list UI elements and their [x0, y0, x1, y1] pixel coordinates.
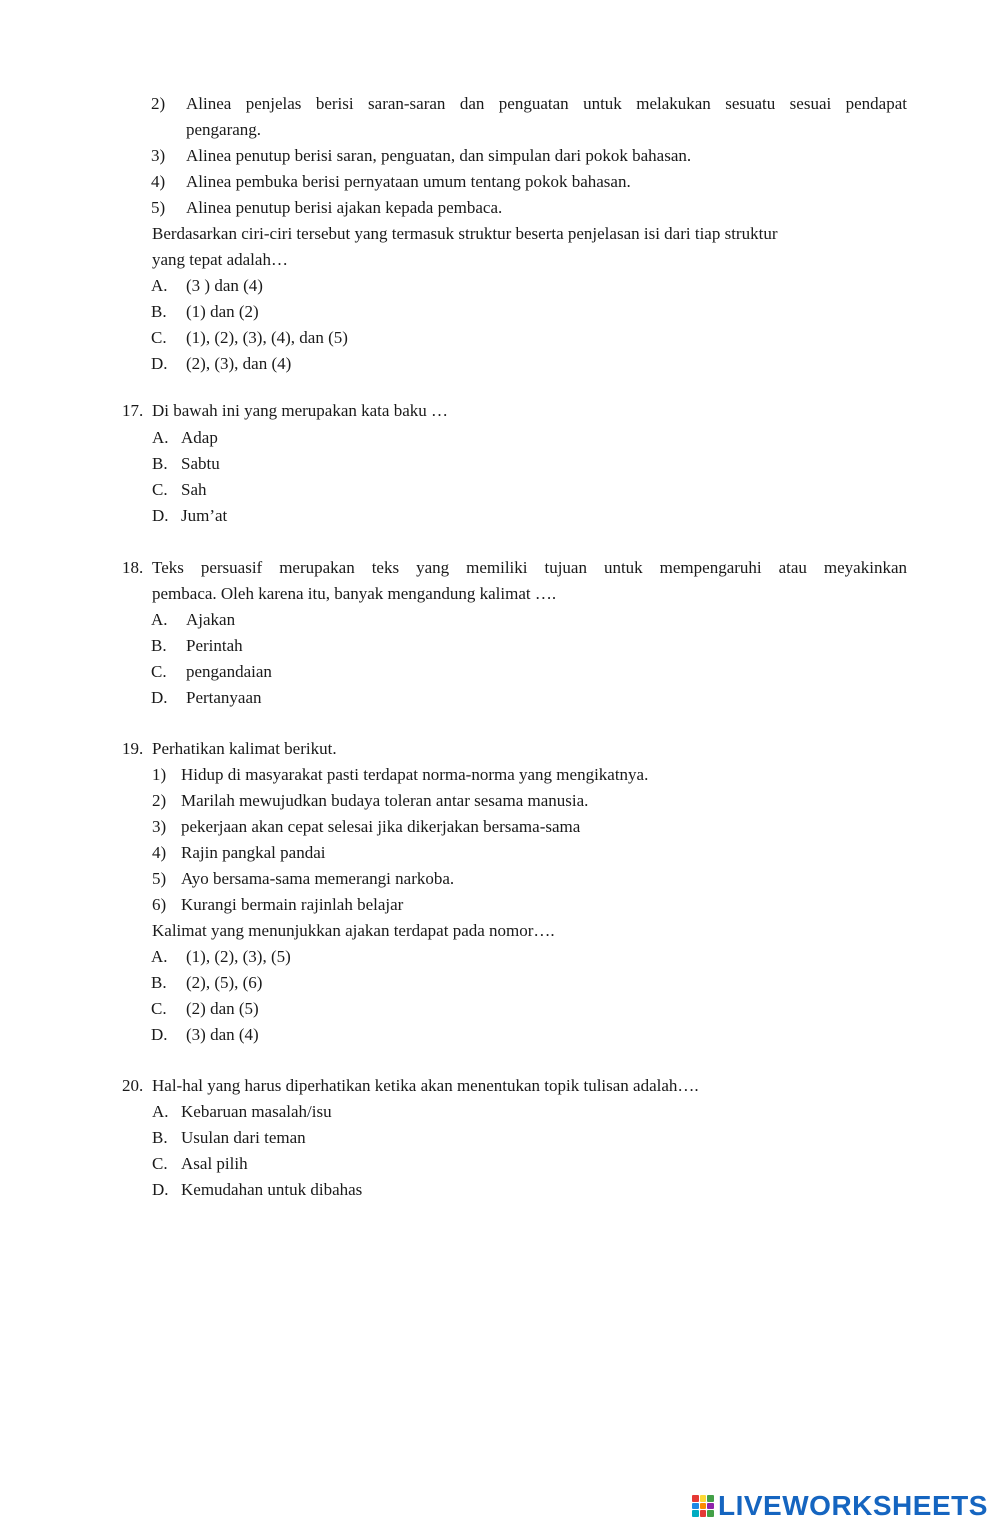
logo-cell: [700, 1510, 707, 1517]
liveworksheets-logo[interactable]: [692, 1490, 988, 1522]
logo-cell: [692, 1510, 699, 1517]
logo-cell: [692, 1495, 699, 1502]
logo-cell: [707, 1503, 714, 1510]
logo-cell: [707, 1495, 714, 1502]
logo-cell: [700, 1495, 707, 1502]
logo-grid-icon: [692, 1495, 714, 1517]
logo-cell: [707, 1510, 714, 1517]
logo-cell: [700, 1503, 707, 1510]
logo-cell: [692, 1503, 699, 1510]
logo-text: LIVEWORKSHEETS: [718, 1490, 988, 1521]
worksheet-page: 2) Alinea penjelas berisi saran-saran dan penguatan untuk melakukan sesuatu sesuai pendapat pengarang. 3) Alinea penutup berisi saran, penguatan, dan simpulan dari pokok bahasan. 4) Alinea pembuka berisi pernyataan umum tentang pokok bahasan. 5) Alinea penutup berisi ajakan kepada pembaca. Berdasarkan ciri-ciri tersebut yang termasuk struktur beserta penjelasan isi dari tiap struktur yang tepat adalah… A. (3 ) dan (4) B. (1) dan (2) C. (1), (2), (3), (4), dan (5) D. (2), (3), dan (4) 17. Di bawah ini yang merupakan kata baku … A. Adap B. Sabtu C. Sah D. Jum’at 18. Teks persuasif merupakan teks yang memiliki tujuan untuk mempengaruhi atau meyakinkan pembaca. Oleh karena itu, banyak mengandung kalimat …. A. Ajakan B. Perintah C. pengandaian D. Pertanyaan 19. Perhatikan kalimat berikut. 1) Hidup di masyarakat pasti terdapat norma-norma yang mengikatnya. 2) Marilah mewujudkan budaya toleran antar sesama manusia. 3) pekerjaan akan cepat selesai jika dikerjakan bersama-sama 4) Rajin pangkal pandai 5) Ayo bersama-sama memerangi narkoba. 6) Kurangi bermain rajinlah belajar Kalimat yang menunjukkan ajakan terdapat pada nomor…. A. (1), (2), (3), (5) B. (2), (5), (6) C. (2) dan (5) D. (3) dan (4) 20. Hal-hal yang harus diperhatikan ketika akan menentukan topik tulisan adalah…. A. Kebaruan masalah/isu B. Usulan dari teman C. Asal pilih D. Kemudahan untuk dibahas LIVEWORKSHEETS: [122, 94, 988, 1521]
